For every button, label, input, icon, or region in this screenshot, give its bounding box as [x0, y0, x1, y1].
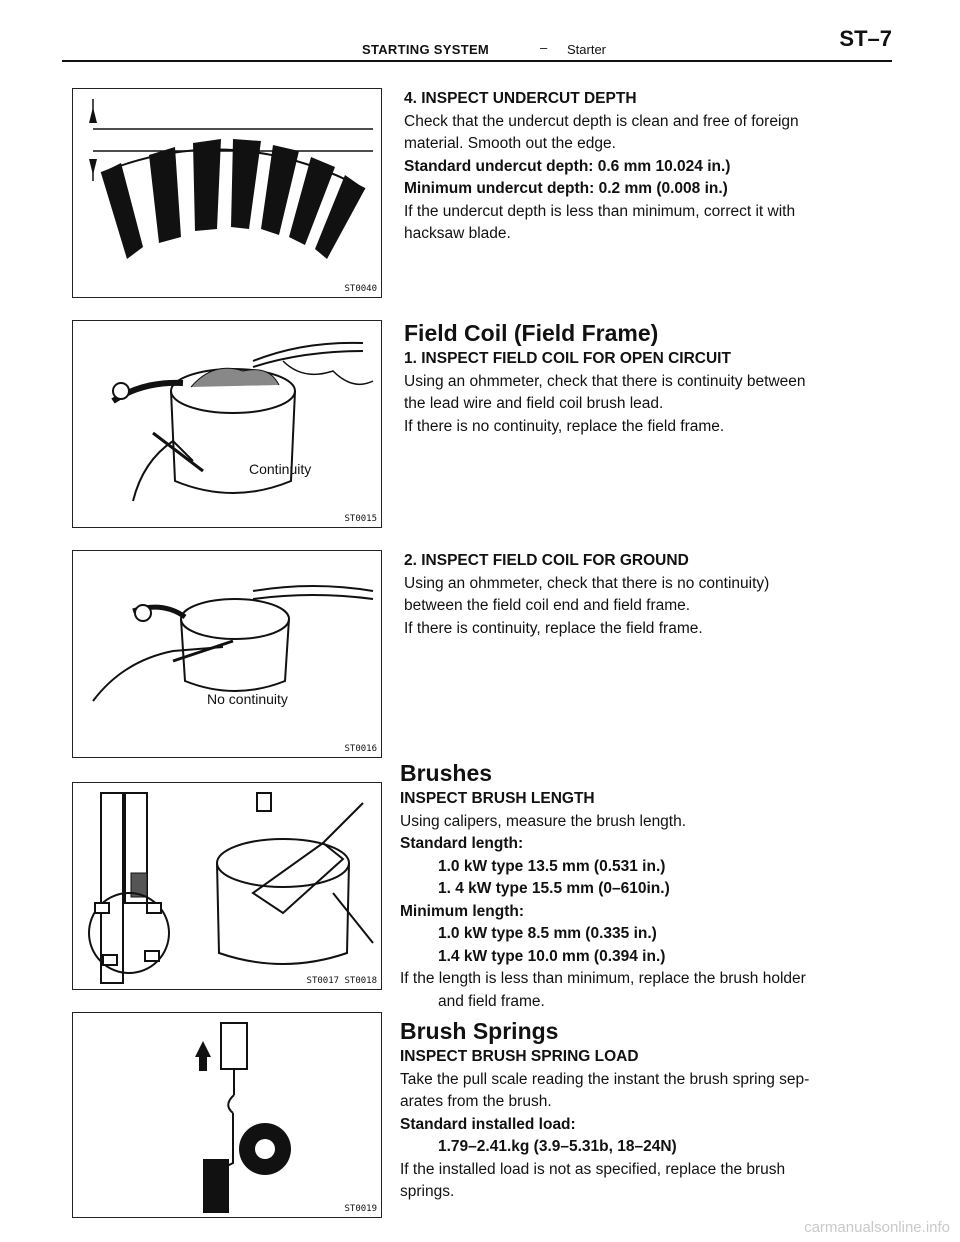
- spec-standard-label: Standard length:: [400, 835, 524, 852]
- instruction-line: Take the pull scale reading the instant the brush spring sep-: [400, 1070, 810, 1088]
- page-header: [62, 24, 892, 62]
- header-system: STARTING SYSTEM: [362, 42, 490, 57]
- spec-minimum-label: Minimum length:: [400, 902, 524, 920]
- instruction-line: the lead wire and field coil brush lead.: [404, 395, 664, 412]
- figure-label-no-continuity: No continuity: [207, 691, 288, 707]
- figure-label-continuity: Continuity: [249, 461, 312, 477]
- caliper-illustration: [73, 783, 381, 989]
- section-title: Field Coil (Field Frame): [404, 320, 659, 346]
- field-coil-continuity-illustration: [73, 321, 381, 527]
- step-heading: INSPECT BRUSH SPRING LOAD: [400, 1048, 639, 1065]
- instruction-line: and field frame.: [438, 992, 545, 1010]
- section-brush-springs: [400, 1016, 894, 1204]
- page-number: ST–7: [839, 26, 892, 51]
- spec-minimum: Minimum undercut depth: 0.2 mm (0.008 in.): [404, 180, 728, 197]
- figure-open-circuit: [72, 320, 382, 528]
- figure-id: ST0040: [344, 284, 377, 294]
- figure-brush-length: [72, 782, 382, 990]
- section-title: Brush Springs: [400, 1018, 559, 1044]
- figure-spring-load: [72, 1012, 382, 1218]
- section-undercut-depth: [404, 88, 894, 246]
- header-subsystem: Starter: [567, 42, 607, 57]
- instruction-line: Using an ohmmeter, check that there is no continuity): [404, 574, 770, 592]
- spec-value: 1. 4 kW type 15.5 mm (0–610in.): [438, 880, 670, 897]
- spec-value: 1.4 kW type 10.0 mm (0.394 in.): [438, 947, 666, 965]
- header-rule: [62, 60, 892, 62]
- step-heading: 1. INSPECT FIELD COIL FOR OPEN CIRCUIT: [404, 350, 731, 367]
- figure-id: ST0019: [344, 1204, 377, 1214]
- instruction-line: Check that the undercut depth is clean and free of foreign: [404, 112, 799, 130]
- figure-id: ST0016: [344, 744, 377, 754]
- instruction-line: material. Smooth out the edge.: [404, 135, 616, 152]
- step-heading: 4. INSPECT UNDERCUT DEPTH: [404, 90, 637, 107]
- instruction-line: Using calipers, measure the brush length.: [400, 812, 687, 830]
- section-brushes: [400, 758, 894, 1013]
- instruction-line: If there is continuity, replace the field frame.: [404, 619, 703, 637]
- section-title: Brushes: [400, 760, 493, 786]
- instruction-line: hacksaw blade.: [404, 225, 511, 242]
- field-coil-ground-illustration: [73, 551, 381, 757]
- commutator-illustration: [73, 89, 381, 297]
- instruction-line: springs.: [400, 1183, 455, 1200]
- pull-scale-illustration: [73, 1013, 381, 1217]
- section-field-coil: [404, 318, 894, 438]
- instruction-line: If the length is less than minimum, replace the brush holder: [400, 970, 806, 987]
- spec-value: 1.79–2.41.kg (3.9–5.31b, 18–24N): [438, 1138, 677, 1155]
- spec-value: 1.0 kW type 13.5 mm (0.531 in.): [438, 857, 666, 875]
- header-separator: –: [540, 40, 548, 55]
- section-field-coil-ground: [404, 550, 894, 640]
- instruction-line: If the undercut depth is less than minimum, correct it with: [404, 202, 796, 220]
- watermark: carmanualsonline.info: [804, 1219, 950, 1236]
- figure-id: ST0015: [344, 514, 377, 524]
- instruction-line: If there is no continuity, replace the field frame.: [404, 417, 725, 435]
- step-heading: 2. INSPECT FIELD COIL FOR GROUND: [404, 552, 689, 569]
- instruction-line: between the field coil end and field frame.: [404, 597, 691, 614]
- instruction-line: arates from the brush.: [400, 1093, 552, 1110]
- figure-id: ST0017 ST0018: [306, 976, 377, 986]
- figure-ground: [72, 550, 382, 758]
- spec-value: 1.0 kW type 8.5 mm (0.335 in.): [438, 925, 657, 942]
- instruction-line: If the installed load is not as specified, replace the brush: [400, 1160, 786, 1178]
- figure-undercut-depth: [72, 88, 382, 298]
- step-heading: INSPECT BRUSH LENGTH: [400, 790, 595, 807]
- spec-standard: Standard undercut depth: 0.6 mm 10.024 in.): [404, 157, 731, 175]
- instruction-line: Using an ohmmeter, check that there is continuity between: [404, 372, 806, 390]
- spec-standard-label: Standard installed load:: [400, 1115, 576, 1133]
